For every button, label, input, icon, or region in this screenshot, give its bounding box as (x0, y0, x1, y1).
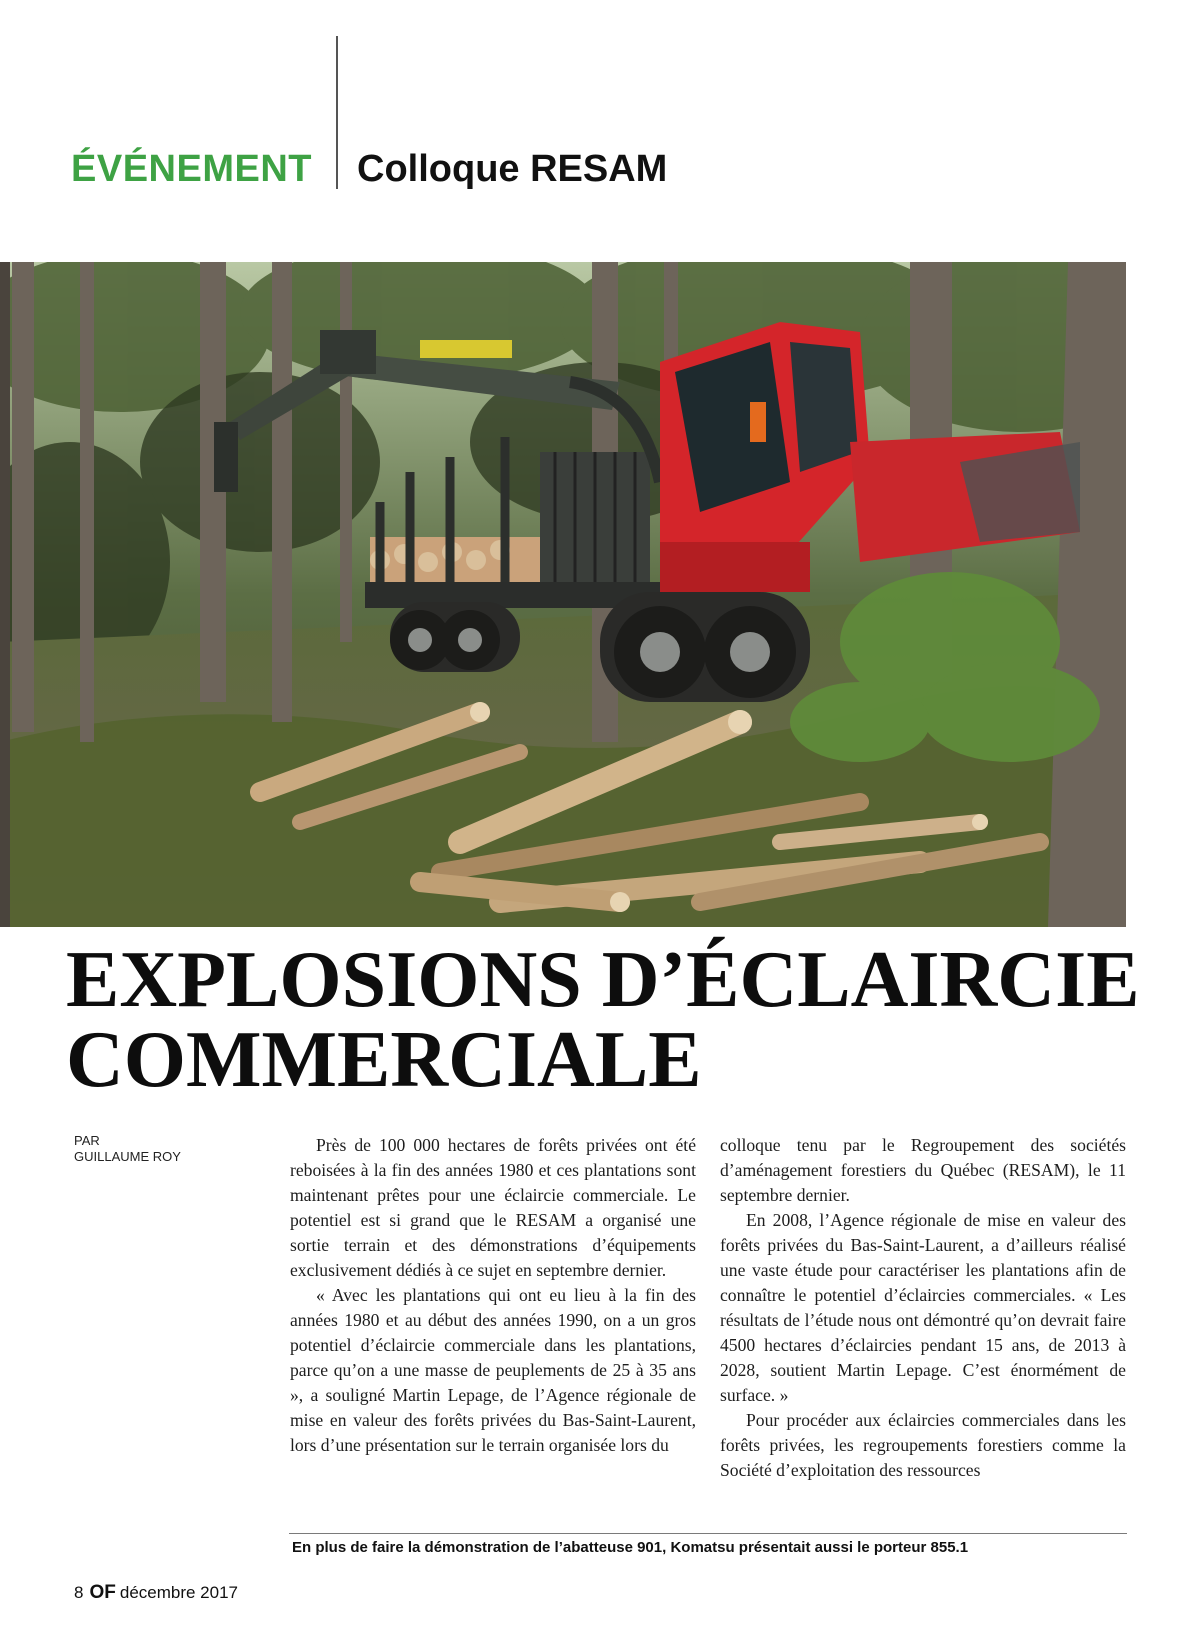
paragraph: colloque tenu par le Regroupement des sociétés d’aménagement forestiers du Québec (RESAM), le 11 septembre dernier. (720, 1135, 1126, 1205)
caption-rule (289, 1533, 1127, 1534)
headline-line-2: COMMERCIALE (66, 1016, 702, 1104)
byline-prefix: PAR (74, 1133, 100, 1148)
header-divider (336, 36, 338, 189)
headline-line-1: EXPLOSIONS D’ÉCLAIRCIE (66, 936, 1140, 1024)
body-column-2 (720, 1133, 1126, 1483)
paragraph: En 2008, l’Agence régionale de mise en valeur des forêts privées du Bas-Saint-Laurent, a d’ailleurs réalisé une vaste étude pour caractériser les plantations afin de connaître le potentiel d’éclaircies commerciales. « Les résultats de l’étude nous ont démontré qu’on devrait faire 4500 hectares d’éclaircies pendant 15 ans, de 2013 à 2028, soutient Martin Lepage. C’est énormément de surface. » (720, 1210, 1126, 1405)
section-label: ÉVÉNEMENT (71, 148, 312, 190)
byline-author: GUILLAUME ROY (74, 1149, 181, 1164)
forwarder-in-forest-illustration (0, 262, 1126, 927)
page-footer (74, 1582, 238, 1604)
paragraph: « Avec les plantations qui ont eu lieu à la fin des années 1980 et au début des années 1990, on a un gros potentiel d’éclaircie commerciale dans les plantations, parce qu’on a une masse de peuplements de 25 à 35 ans », a souligné Martin Lepage, de l’Agence régionale de mise en valeur des forêts privées du Bas-Saint-Laurent, lors d’une présentation sur le terrain organisée lors du (290, 1285, 696, 1455)
body-column-1 (290, 1133, 696, 1458)
issue-date: décembre 2017 (119, 1583, 238, 1602)
article-headline (66, 936, 1146, 1104)
header-title: Colloque RESAM (357, 148, 668, 190)
paragraph: Pour procéder aux éclaircies commerciales dans les forêts privées, les regroupements forestiers comme la Société d’exploitation des ressources (720, 1410, 1126, 1480)
paragraph: Près de 100 000 hectares de forêts privées ont été reboisées à la fin des années 1980 et ces plantations sont maintenant prêtes pour une éclaircie commerciale. Le potentiel est si grand que le RESAM a organisé une sortie terrain et des démonstrations d’équipements exclusivement dédiés à ce sujet en septembre dernier. (290, 1135, 696, 1280)
magazine-logo: OF (89, 1582, 116, 1603)
hero-photo (0, 262, 1126, 927)
photo-caption: En plus de faire la démonstration de l’abatteuse 901, Komatsu présentait aussi le porteur 855.1 (292, 1539, 969, 1556)
page-number: 8 (74, 1583, 84, 1602)
byline (74, 1133, 181, 1165)
